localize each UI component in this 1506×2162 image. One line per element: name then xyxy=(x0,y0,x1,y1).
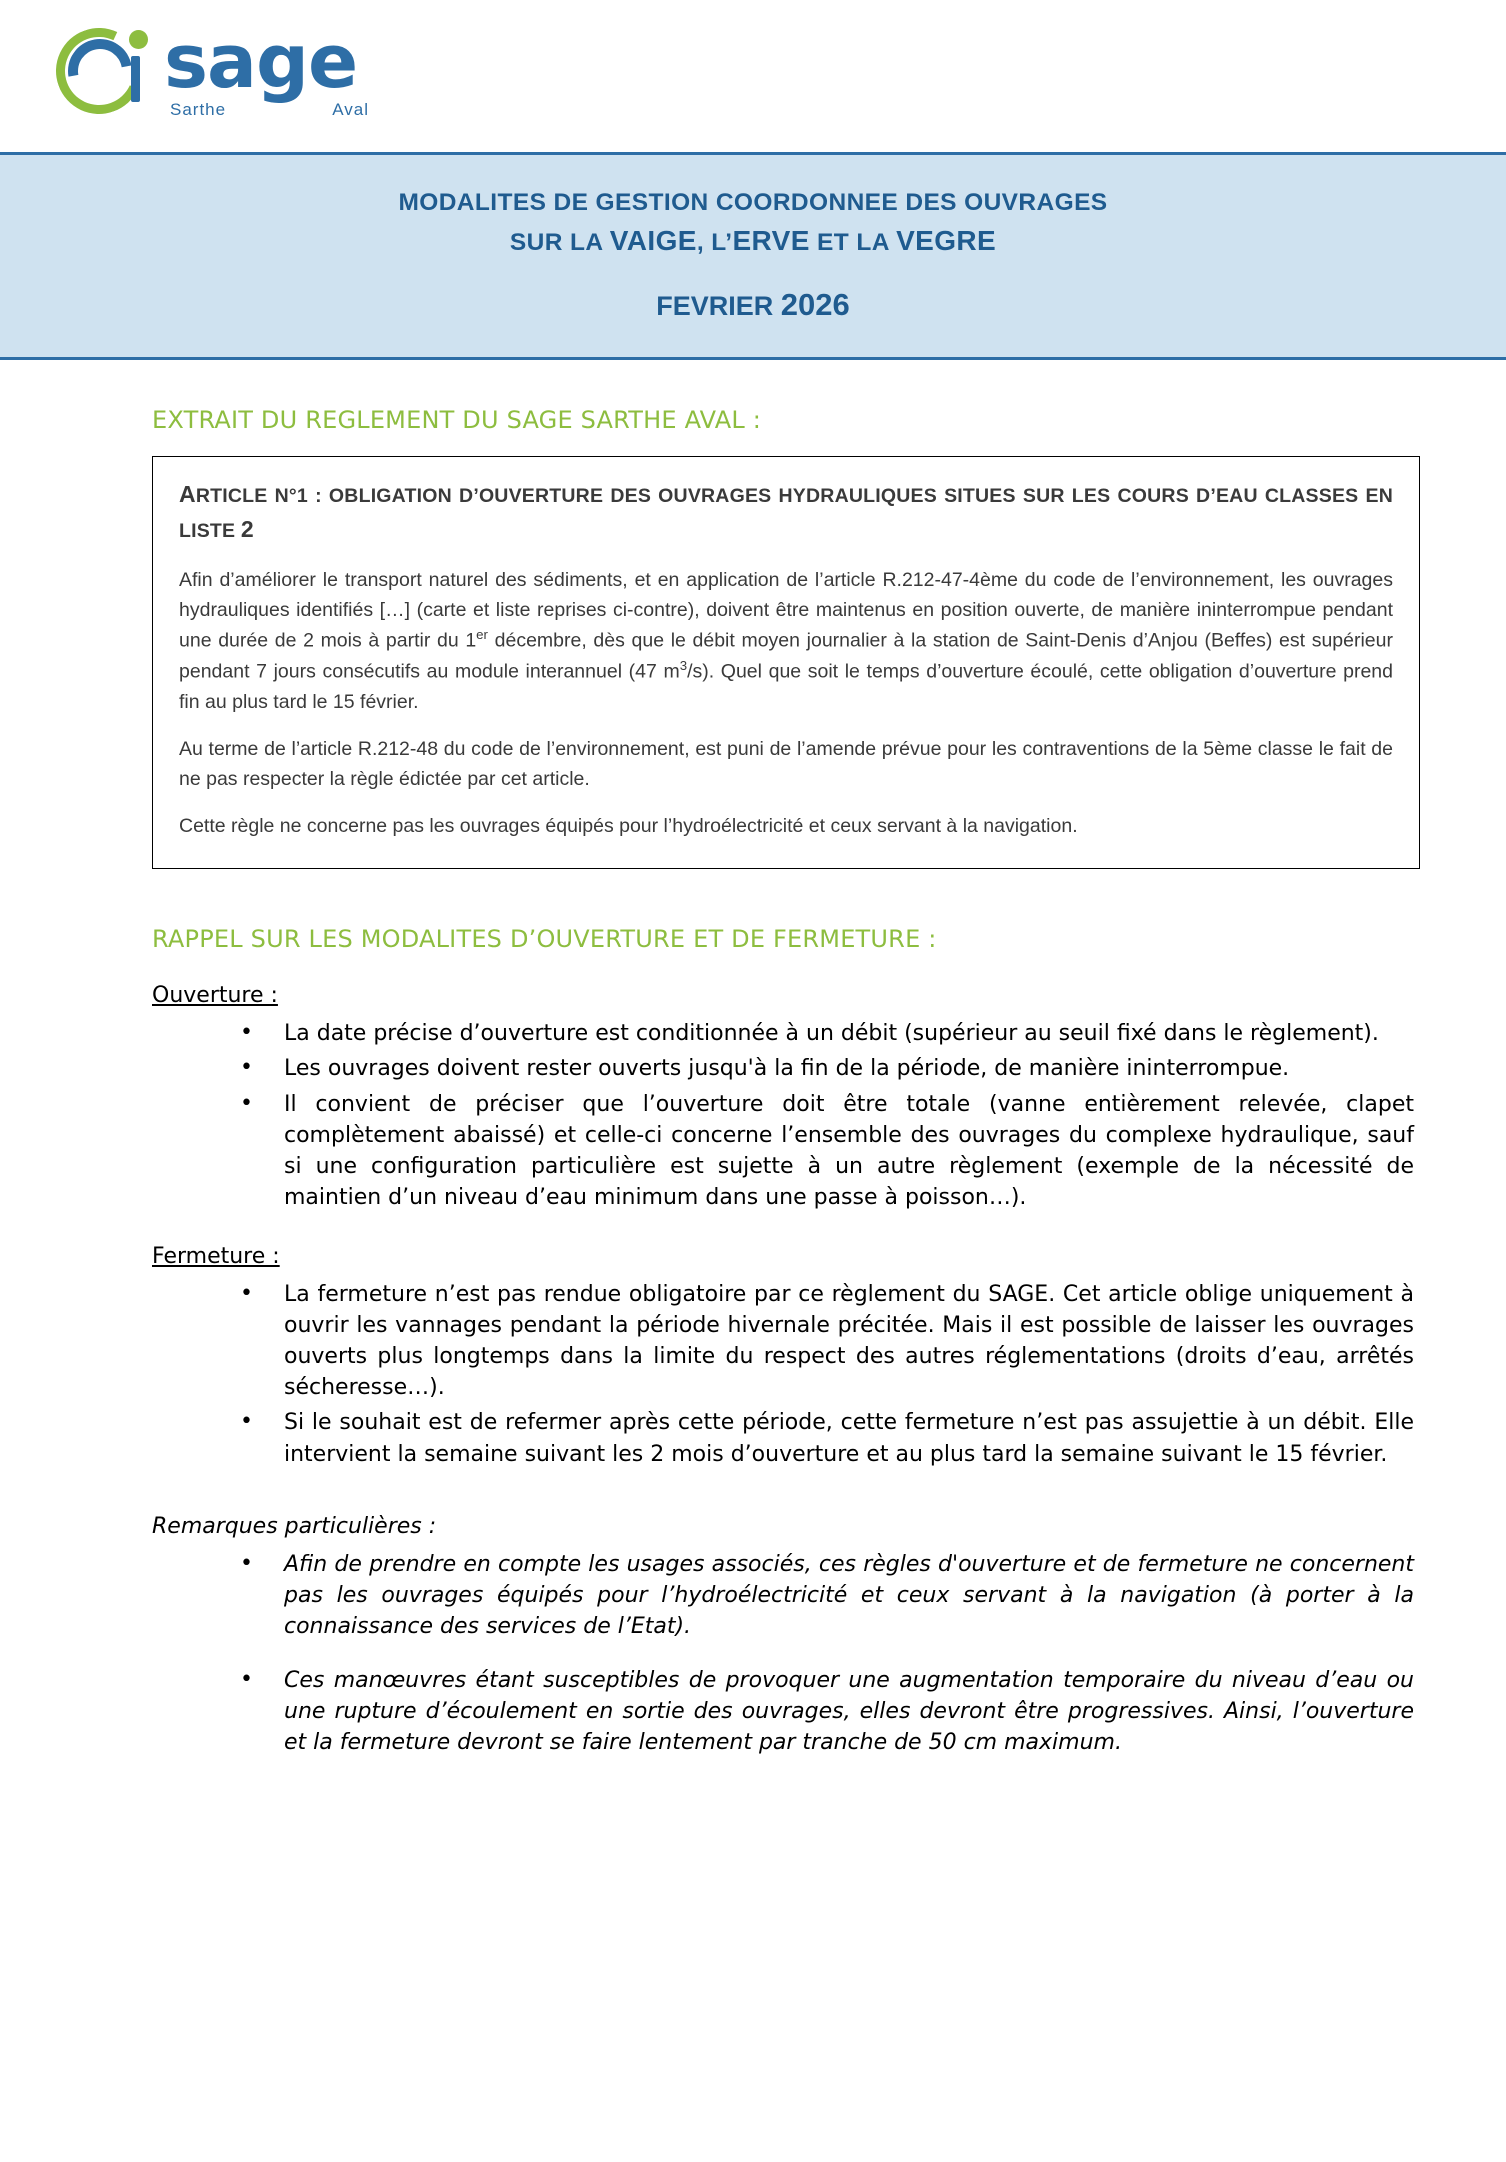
banner-date xyxy=(10,287,1496,323)
list-item: • Afin de prendre en compte les usages associés, ces règles d'ouverture et de fermeture ne concernent pas les ouvrages équipés pour l’hydroélectricité et ceux servant à la navigation (à porter à la connaissance des services de l’Etat). xyxy=(212,1549,1414,1643)
logo-word: sage xyxy=(164,18,358,105)
banner-line2-c: , L’ xyxy=(696,228,733,256)
banner-date-month: FEVRIER xyxy=(656,291,781,322)
logo-wordmark xyxy=(164,18,369,124)
article-heading-a: A xyxy=(179,481,196,508)
article-heading-c: °1 : O xyxy=(288,485,345,508)
article-p1-sup1: er xyxy=(476,627,488,643)
list-item: • Il convient de préciser que l’ouverture doit être totale (vanne entièrement relevée, clapet complètement abaissé) et celle-ci concerne l’ensemble des ouvrages du complexe hydraulique, sauf si une configuration particulière est sujette à un autre règlement (exemple de la nécessité de maintien d’un niveau d’eau minimum dans une passe à poisson…). xyxy=(212,1089,1414,1214)
article-heading-b: RTICLE N xyxy=(195,485,289,508)
list-item: • La fermeture n’est pas rendue obligatoire par ce règlement du SAGE. Cet article oblige uniquement à ouvrir les vannages pendant la période hivernale précitée. Mais il est possible de laisser les ouvrages ouverts plus longtemps dans la limite du respect des autres réglementations (droits d’eau, arrêtés sécheresse…). xyxy=(212,1279,1414,1404)
banner-date-year: 2026 xyxy=(780,287,850,323)
subheading-ouverture: Ouverture : xyxy=(152,983,278,1009)
article-heading-e: 2 xyxy=(240,515,254,542)
banner-line2-vaige: VAIGE xyxy=(609,224,697,256)
list-item: • Ces manœuvres étant susceptibles de provoquer une augmentation temporaire du niveau d’eau ou une rupture d’écoulement en sortie des ouvrages, elles devront être progressives. Ainsi, l’ouverture et la fermeture devront se faire lentement par tranche de 50 cm maximum. xyxy=(212,1665,1414,1759)
list-remarques xyxy=(212,1549,1414,1758)
article-paragraph-1 xyxy=(179,566,1393,717)
list-item: • Les ouvrages doivent rester ouverts jusqu'à la fin de la période, de manière ininterrompue. xyxy=(212,1053,1414,1084)
banner-title-line1: MODALITES DE GESTION COORDONNEE DES OUVRAGES xyxy=(398,189,1108,216)
article-p1-part3: /s). Quel que soit le temps d’ouverture écoulé, cette obligation d’ouverture prend fin au plus tard le 15 février. xyxy=(179,660,1393,713)
banner-line2-a: SUR LA xyxy=(509,228,610,256)
banner-line2-erve: ERVE xyxy=(732,224,810,256)
list-fermeture xyxy=(212,1279,1414,1470)
banner-line2-e: ET LA xyxy=(809,228,897,256)
subheading-fermeture: Fermeture : xyxy=(152,1243,280,1269)
document-body xyxy=(0,406,1506,1820)
list-item: • La date précise d’ouverture est conditionnée à un débit (supérieur au seuil fixé dans le règlement). xyxy=(212,1018,1414,1049)
article-box xyxy=(152,456,1420,869)
subheading-remarques: Remarques particulières : xyxy=(152,1513,437,1539)
logo-band xyxy=(0,0,1506,152)
sage-logo-icon xyxy=(50,22,154,126)
article-paragraph-3: Cette règle ne concerne pas les ouvrages équipés pour l’hydroélectricité et ceux servant à la navigation. xyxy=(179,815,1078,838)
list-ouverture xyxy=(212,1018,1414,1213)
banner-line2-vegre: VEGRE xyxy=(896,224,997,256)
list-item: • Si le souhait est de refermer après cette période, cette fermeture n’est pas assujettie à un débit. Elle intervient la semaine suivant les 2 mois d’ouverture et au plus tard la semaine suivant le 15 février. xyxy=(212,1407,1414,1469)
article-heading xyxy=(179,477,1393,546)
logo-sub-left: Sarthe xyxy=(170,99,227,119)
logo-sub-right: Aval xyxy=(332,99,369,119)
article-heading-d: BLIGATION D’OUVERTURE DES OUVRAGES HYDRAULIQUES SITUES SUR LES COURS D’EAU CLASSES EN LISTE xyxy=(179,485,1394,542)
article-paragraph-2: Au terme de l’article R.212-48 du code de l’environnement, est puni de l’amende prévue pour les contraventions de la 5ème classe le fait de ne pas respecter la règle édictée par cet article. xyxy=(179,738,1393,790)
article-p1-part1: Afin d’améliorer le transport naturel des sédiments, et en application de l’article R.212-47-4ème du code de l’environnement, les ouvrages hydrauliques identifiés […] (carte et liste reprises ci-contre), doivent être maintenus en position ouverte, de manière ininterrompue pendant une durée de 2 mois à partir du 1 xyxy=(179,569,1393,652)
title-banner xyxy=(0,152,1506,360)
section-title-extract: EXTRAIT DU REGLEMENT DU SAGE SARTHE AVAL : xyxy=(152,406,762,435)
section-title-reminder: RAPPEL SUR LES MODALITES D’OUVERTURE ET DE FERMETURE : xyxy=(152,925,937,954)
banner-title-line2 xyxy=(10,221,1496,262)
article-p1-sup2: 3 xyxy=(679,658,688,674)
article-p1-part2: décembre, dès que le débit moyen journalier à la station de Saint-Denis d’Anjou (Beffes) est supérieur pendant 7 jours consécutifs au module interannuel (47 m xyxy=(179,629,1393,683)
sage-logo xyxy=(50,18,369,126)
